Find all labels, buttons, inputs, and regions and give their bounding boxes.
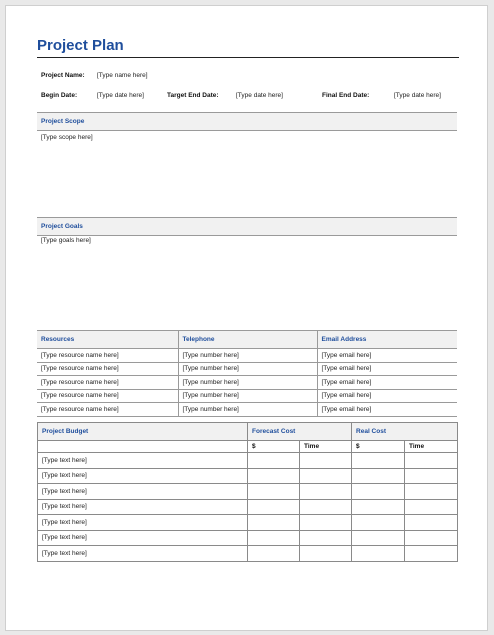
telephone-cell[interactable]: [Type number here] [178,403,317,417]
table-row [37,349,457,363]
real-time-cell[interactable] [405,499,458,515]
budget-header-row [38,423,458,441]
page-title: Project Plan [37,37,124,54]
budget-item-cell[interactable]: [Type text here] [38,515,248,531]
project-goals-header [37,217,457,236]
target-end-date-field[interactable]: [Type date here] [236,92,283,99]
forecast-dollar-subheader: $ [248,441,300,453]
real-time-cell[interactable] [405,546,458,562]
budget-subheader-blank [38,441,248,453]
forecast-time-cell[interactable] [300,484,352,500]
real-dollar-cell[interactable] [352,468,405,484]
real-time-cell[interactable] [405,515,458,531]
table-row [37,403,457,417]
forecast-time-cell[interactable] [300,546,352,562]
project-budget-column-header: Project Budget [38,423,248,441]
forecast-time-cell[interactable] [300,453,352,469]
email-column-header: Email Address [317,331,457,349]
table-row [37,389,457,403]
project-goals-heading: Project Goals [41,223,83,230]
project-scope-header [37,112,457,131]
budget-item-cell[interactable]: [Type text here] [38,499,248,515]
table-row [38,546,458,562]
forecast-time-cell[interactable] [300,468,352,484]
final-end-date-label: Final End Date: [322,92,370,99]
real-dollar-cell[interactable] [352,530,405,546]
budget-item-cell[interactable]: [Type text here] [38,468,248,484]
resource-name-cell[interactable]: [Type resource name here] [37,389,178,403]
real-time-cell[interactable] [405,484,458,500]
resource-name-cell[interactable]: [Type resource name here] [37,403,178,417]
project-name-label: Project Name: [41,72,85,79]
budget-table [37,422,458,562]
forecast-time-cell[interactable] [300,530,352,546]
table-row [38,484,458,500]
email-cell[interactable]: [Type email here] [317,376,457,390]
budget-subheader-row [38,441,458,453]
forecast-cost-column-header: Forecast Cost [248,423,352,441]
project-goals-text[interactable]: [Type goals here] [41,237,91,244]
real-dollar-cell[interactable] [352,515,405,531]
forecast-time-subheader: Time [300,441,352,453]
final-end-date-field[interactable]: [Type date here] [394,92,441,99]
title-divider [37,57,459,58]
real-time-cell[interactable] [405,453,458,469]
real-dollar-cell[interactable] [352,546,405,562]
forecast-dollar-cell[interactable] [248,530,300,546]
telephone-cell[interactable]: [Type number here] [178,349,317,363]
project-scope-text[interactable]: [Type scope here] [41,134,93,141]
forecast-time-cell[interactable] [300,515,352,531]
forecast-time-cell[interactable] [300,499,352,515]
table-row [38,499,458,515]
resource-name-cell[interactable]: [Type resource name here] [37,362,178,376]
project-name-field[interactable]: [Type name here] [97,72,148,79]
begin-date-label: Begin Date: [41,92,78,99]
email-cell[interactable]: [Type email here] [317,362,457,376]
table-row [38,468,458,484]
resources-table [37,330,457,417]
forecast-dollar-cell[interactable] [248,484,300,500]
telephone-cell[interactable]: [Type number here] [178,376,317,390]
real-time-subheader: Time [405,441,458,453]
project-scope-heading: Project Scope [41,118,85,125]
resource-name-cell[interactable]: [Type resource name here] [37,349,178,363]
telephone-cell[interactable]: [Type number here] [178,389,317,403]
telephone-column-header: Telephone [178,331,317,349]
table-row [37,362,457,376]
forecast-dollar-cell[interactable] [248,453,300,469]
real-dollar-cell[interactable] [352,499,405,515]
telephone-cell[interactable]: [Type number here] [178,362,317,376]
target-end-date-label: Target End Date: [167,92,219,99]
table-row [38,515,458,531]
real-dollar-subheader: $ [352,441,405,453]
forecast-dollar-cell[interactable] [248,515,300,531]
budget-item-cell[interactable]: [Type text here] [38,484,248,500]
forecast-dollar-cell[interactable] [248,468,300,484]
email-cell[interactable]: [Type email here] [317,349,457,363]
real-cost-column-header: Real Cost [352,423,458,441]
table-row [37,376,457,390]
budget-item-cell[interactable]: [Type text here] [38,530,248,546]
real-time-cell[interactable] [405,468,458,484]
resources-column-header: Resources [37,331,178,349]
table-row [38,453,458,469]
document-page [5,5,488,631]
forecast-dollar-cell[interactable] [248,499,300,515]
budget-item-cell[interactable]: [Type text here] [38,453,248,469]
resources-header-row [37,331,457,349]
resource-name-cell[interactable]: [Type resource name here] [37,376,178,390]
real-dollar-cell[interactable] [352,453,405,469]
real-dollar-cell[interactable] [352,484,405,500]
forecast-dollar-cell[interactable] [248,546,300,562]
table-row [38,530,458,546]
real-time-cell[interactable] [405,530,458,546]
email-cell[interactable]: [Type email here] [317,389,457,403]
email-cell[interactable]: [Type email here] [317,403,457,417]
budget-item-cell[interactable]: [Type text here] [38,546,248,562]
begin-date-field[interactable]: [Type date here] [97,92,144,99]
